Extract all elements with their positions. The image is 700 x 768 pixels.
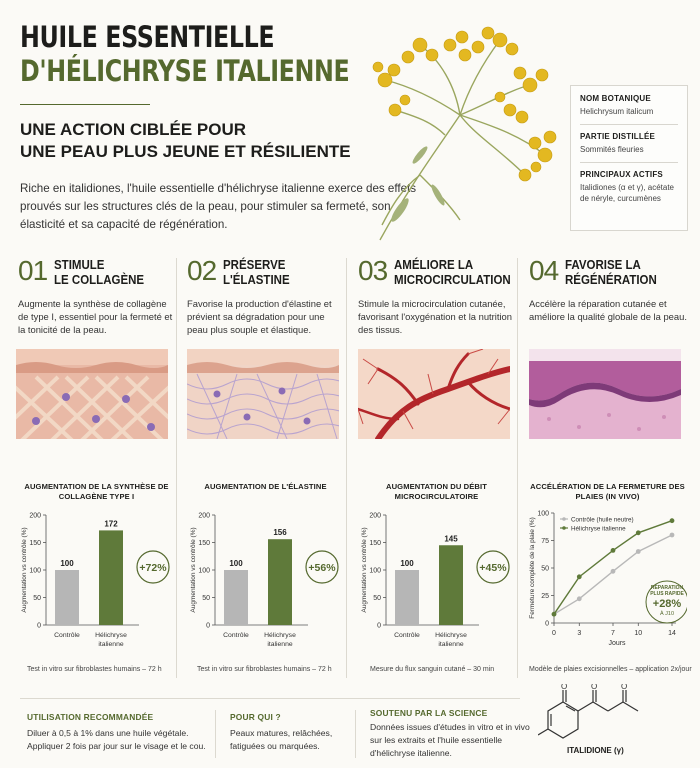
y-tick-label: 0 — [545, 620, 549, 628]
study-note: Test in vitro sur fibroblastes humains – 72 h — [197, 666, 332, 673]
helichrysum-bar — [268, 539, 292, 625]
y-tick-label: 0 — [206, 622, 210, 630]
x-tick-label: 0 — [552, 630, 556, 637]
y-tick-label: 50 — [202, 595, 210, 602]
benefit-description: Favorise la production d'élastine et prévient sa dégradation pour une peau plus souple et élastique. — [187, 298, 332, 335]
y-tick-label: 200 — [198, 512, 210, 520]
y-axis-label: Augmentation vs contrôle (%) — [21, 527, 28, 613]
category-label: italienne — [438, 641, 464, 648]
svg-text:O: O — [621, 684, 628, 691]
repair-badge-line: RÉPARATION — [650, 585, 684, 591]
category-label: Hélichryse — [95, 632, 127, 639]
info-divider — [580, 162, 678, 163]
y-tick-label: 0 — [37, 622, 41, 630]
benefit-description: Augmente la synthèse de collagène de type I, essentiel pour la fermeté et la tonicité de la peau. — [18, 298, 173, 335]
wound-closure-line-chart — [522, 505, 687, 655]
bar-value-label: 100 — [400, 559, 414, 568]
y-tick-label: 50 — [541, 565, 549, 573]
collagen-bar-chart — [14, 505, 179, 655]
italidione-molecule-diagram — [538, 684, 648, 744]
helichrysum-point — [670, 518, 675, 523]
y-tick-label: 200 — [369, 512, 381, 520]
elastin-skin-illustration — [187, 349, 339, 439]
benefit-title: AMÉLIORE LA MICROCIRCULATION — [394, 258, 511, 287]
helichrysum-point — [577, 574, 582, 579]
title-line-1: HUILE ESSENTIELLE — [20, 20, 275, 54]
legend-marker — [562, 526, 566, 530]
benefit-number: 03 — [358, 255, 388, 286]
x-tick-label: 3 — [577, 630, 582, 637]
benefit-title: STIMULE LE COLLAGÈNE — [54, 258, 145, 287]
y-axis-label: Augmentation vs contrôle (%) — [190, 527, 197, 613]
bar-value-label: 172 — [104, 519, 118, 529]
repair-badge-value: +28% — [652, 598, 682, 610]
helichrysum-flower-illustration — [360, 15, 565, 243]
bottom-separator — [355, 710, 356, 758]
category-label: Contrôle — [394, 632, 420, 639]
svg-text:O: O — [591, 684, 598, 691]
y-tick-label: 100 — [29, 567, 41, 575]
botanical-info-box — [570, 85, 688, 231]
benefit-description: Stimule la microcirculation cutanée, favorisant l'oxygénation et la nutrition des tissus. — [358, 298, 512, 335]
bottom-separator — [215, 710, 216, 758]
collagen-skin-illustration — [16, 349, 168, 439]
helichrysum-point — [611, 548, 616, 553]
distilled-part-value: Sommités fleuries — [580, 145, 644, 154]
molecule-label: ITALIDIONE (γ) — [567, 746, 624, 755]
title-divider — [20, 104, 150, 105]
study-note: Modèle de plaies excisionnelles – application 2x/jour — [529, 666, 692, 673]
repair-badge-line: PLUS RAPIDE — [650, 591, 684, 597]
benefit-title: PRÉSERVE L'ÉLASTINE — [223, 258, 290, 287]
y-tick-label: 150 — [369, 540, 381, 547]
y-tick-label: 50 — [373, 595, 381, 602]
botanical-name-label: NOM BOTANIQUE — [580, 94, 651, 103]
x-tick-label: 14 — [668, 630, 676, 637]
subtitle-line-1: UNE ACTION CIBLÉE POUR — [20, 120, 247, 139]
benefit-number: 01 — [18, 255, 48, 286]
distilled-part-label: PARTIE DISTILLÉE — [580, 132, 656, 141]
bar-value-label: 100 — [60, 559, 74, 568]
increase-badge-label: +45% — [479, 562, 507, 574]
study-note: Mesure du flux sanguin cutané – 30 min — [370, 666, 495, 673]
who-title: POUR QUI ? — [230, 712, 281, 722]
info-divider — [580, 124, 678, 125]
science-text: Données issues d'études in vitro et in vivo sur les extraits et l'huile essentielle d'hélichryse italienne. — [370, 722, 530, 758]
category-label: Contrôle — [223, 632, 249, 639]
control-point — [636, 549, 641, 554]
y-tick-label: 0 — [377, 622, 381, 630]
study-note: Test in vitro sur fibroblastes humains – 72 h — [27, 666, 162, 673]
elastin-bar-chart — [183, 505, 348, 655]
y-tick-label: 100 — [369, 567, 381, 575]
actives-label: PRINCIPAUX ACTIFS — [580, 170, 663, 179]
legend-label: Hélichryse italienne — [571, 525, 626, 533]
y-tick-label: 75 — [541, 538, 549, 545]
increase-badge-label: +56% — [308, 562, 336, 574]
legend-label: Contrôle (huile neutre) — [571, 516, 634, 524]
botanical-name-value: Helichrysum italicum — [580, 107, 654, 116]
control-point — [670, 533, 675, 538]
bar-value-label: 156 — [273, 528, 287, 538]
helichrysum-point — [552, 612, 557, 617]
y-tick-label: 25 — [541, 593, 549, 600]
y-axis-label: Augmentation vs contrôle (%) — [361, 527, 368, 613]
legend-marker — [562, 517, 566, 521]
chart-title: AUGMENTATION DE LA SYNTHÈSE DE COLLAGÈNE TYPE I — [24, 482, 169, 501]
svg-text:O: O — [561, 684, 568, 691]
bar-value-label: 145 — [444, 534, 458, 544]
category-label: Contrôle — [54, 632, 80, 639]
control-bar — [395, 570, 419, 625]
category-label: Hélichryse — [264, 632, 296, 639]
control-bar — [224, 570, 248, 625]
x-tick-label: 7 — [611, 630, 615, 637]
chart-title: ACCÉLÉRATION DE LA FERMETURE DES PLAIES (IN VIVO) — [530, 482, 685, 501]
category-label: Hélichryse — [435, 632, 467, 639]
y-tick-label: 100 — [198, 567, 210, 575]
category-label: italienne — [267, 641, 293, 648]
subtitle-line-2: UNE PEAU PLUS JEUNE ET RÉSILIENTE — [20, 142, 351, 161]
microcirculation-bar-chart — [354, 505, 519, 655]
repair-badge-line: À J10 — [659, 611, 675, 617]
control-point — [611, 569, 616, 574]
control-point — [577, 596, 582, 601]
chart-title: AUGMENTATION DE L'ÉLASTINE — [204, 482, 327, 491]
benefit-description: Accélère la réparation cutanée et améliore la qualité globale de la peau. — [529, 298, 687, 322]
regeneration-skin-illustration — [529, 349, 681, 439]
science-title: SOUTENU PAR LA SCIENCE — [370, 708, 488, 718]
y-tick-label: 150 — [29, 540, 41, 547]
y-tick-label: 200 — [29, 512, 41, 520]
y-axis-label: Fermeture complète de la plaie (%) — [529, 517, 536, 619]
usage-title: UTILISATION RECOMMANDÉE — [27, 712, 154, 722]
title-line-2: D'HÉLICHRYSE ITALIENNE — [20, 54, 350, 88]
increase-badge-label: +72% — [139, 562, 167, 574]
bar-value-label: 100 — [229, 559, 243, 568]
y-tick-label: 50 — [33, 595, 41, 602]
helichrysum-bar — [99, 530, 123, 625]
category-label: italienne — [98, 641, 124, 648]
benefit-number: 04 — [529, 255, 559, 286]
benefit-number: 02 — [187, 255, 217, 286]
x-axis-label: Jours — [608, 640, 626, 647]
benefit-title: FAVORISE LA RÉGÉNÉRATION — [565, 258, 657, 287]
who-text: Peaux matures, relâchées, fatiguées ou marquées. — [230, 728, 333, 751]
actives-value: Italidiones (α et γ), acétate de néryle, curcumènes — [580, 183, 675, 203]
intro-text: Riche en italidiones, l'huile essentielle d'hélichryse italienne exerce des effets prouvés sur les structures clés de la peau, pour stimuler sa fermeté, son élasticité et sa capacité de régénération. — [20, 182, 417, 231]
helichrysum-bar — [439, 545, 463, 625]
chart-title: AUGMENTATION DU DÉBIT MICROCIRCULATOIRE — [386, 482, 487, 501]
y-tick-label: 150 — [198, 540, 210, 547]
usage-text: Diluer à 0,5 à 1% dans une huile végétale. Appliquer 2 fois par jour sur le visage et le cou. — [27, 728, 206, 751]
microcirculation-illustration — [358, 349, 510, 439]
bottom-divider — [20, 698, 520, 699]
x-tick-label: 10 — [634, 630, 643, 637]
control-bar — [55, 570, 79, 625]
y-tick-label: 100 — [537, 510, 549, 518]
helichrysum-point — [636, 530, 641, 535]
